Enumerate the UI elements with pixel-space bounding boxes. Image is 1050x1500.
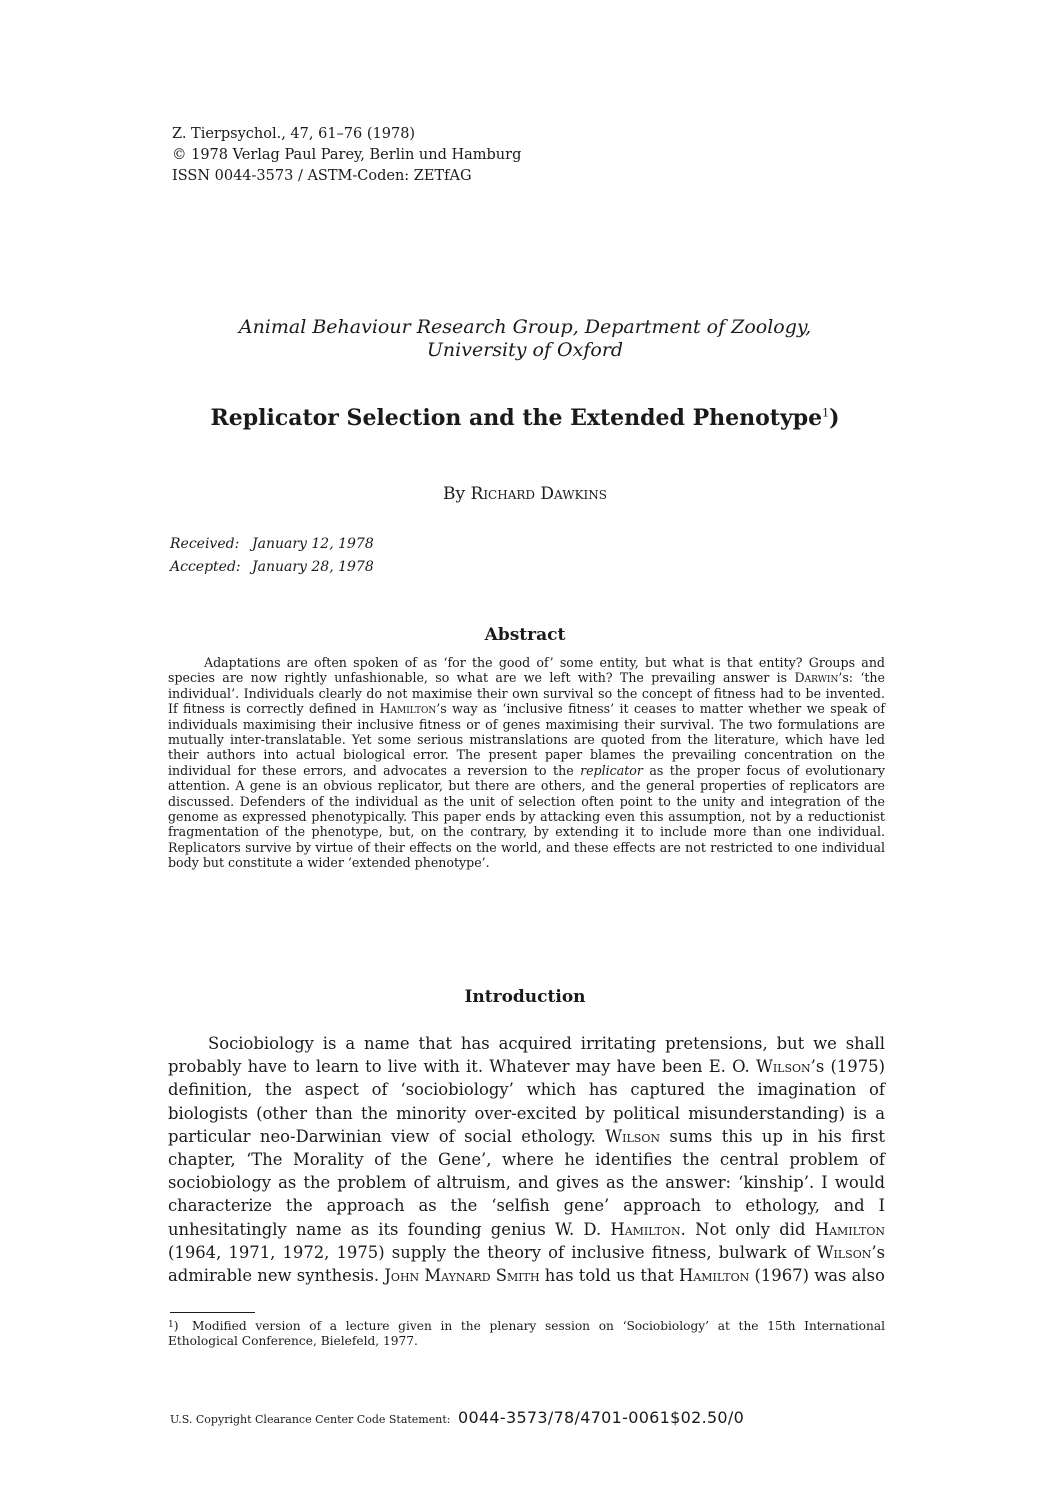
title-paren: )	[829, 405, 840, 431]
intro-name-hamilton-3: Hamilton	[679, 1266, 750, 1286]
received-label: Received:	[170, 536, 240, 552]
intro-text-7: has told us that	[539, 1266, 680, 1286]
affiliation	[0, 316, 1050, 362]
intro-name-wilson-3: Wilson	[816, 1242, 872, 1262]
intro-name-hamilton-2: Hamilton	[814, 1219, 886, 1239]
intro-text-2: ’s (1975) definition, the aspect of ‘sociobiology’ which has captured the imagination of biologists (other than the minority over-excited by political misunderstanding) is a particular neo-Darwinian view of social ethology.	[168, 1057, 885, 1146]
abstract-text-2: ’s: ‘the individual’. Individuals clearly do not maximise their own survival so the concept of fitness had to be invented. If fitness is correctly defined in	[168, 670, 885, 717]
introduction-body	[168, 1032, 885, 1287]
intro-text-6: ’s admirable new synthesis.	[168, 1242, 885, 1286]
affiliation-line-1: Animal Behaviour Research Group, Department of Zoology,	[238, 316, 812, 338]
copyright-code-label: U.S. Copyright Clearance Center Code Statement:	[170, 1413, 451, 1426]
submission-dates	[170, 533, 374, 579]
title-text: Replicator Selection and the Extended Phenotype	[210, 405, 823, 431]
abstract-body	[168, 655, 885, 871]
intro-name-wilson-2: Wilson	[605, 1126, 660, 1146]
accepted-date: January 28, 1978	[252, 559, 374, 575]
intro-text-3: sums this up in his first chapter, ‘The Morality of the Gene’, where he identifies the central problem of sociobiology as the problem of altruism, and gives as the answer: ‘kinship’. I would characterize the approach as the ‘selfish gene’ approach to ethology, and I unhesitatingly name as its founding genius W. D.	[168, 1126, 885, 1239]
intro-name-wilson-1: Wilson	[755, 1057, 811, 1077]
author-name: Richard Dawkins	[470, 484, 607, 504]
accepted-label: Accepted:	[170, 559, 241, 575]
title-footnote-mark: 1	[822, 406, 830, 420]
intro-text-4: . Not only did	[680, 1219, 815, 1239]
byline-prefix: By	[443, 484, 466, 504]
footnote-mark: $^1$)	[168, 1319, 179, 1333]
byline	[0, 484, 1050, 504]
intro-name-hamilton-1: Hamilton	[610, 1219, 681, 1239]
copyright-code: 0044-3573/78/4701-0061$02.50/0	[457, 1408, 745, 1427]
paper-title	[0, 405, 1050, 431]
intro-text-8: (1967) was also	[749, 1266, 885, 1286]
abstract-heading: Abstract	[484, 625, 566, 645]
issn-line: ISSN 0044-3573 / ASTM-Coden: ZETfAG	[172, 168, 472, 184]
accepted-row	[170, 556, 374, 579]
abstract-name-darwin: Darwin	[794, 670, 839, 686]
footnote	[168, 1318, 885, 1349]
intro-text-1: Sociobiology is a name that has acquired irritating pretensions, but we shall probably have to learn to live with it. Whatever may have been E. O.	[168, 1034, 885, 1077]
intro-name-maynard-smith: John Maynard Smith	[384, 1266, 540, 1286]
affiliation-line-2: University of Oxford	[426, 339, 624, 361]
abstract-term-replicator: replicator	[580, 762, 643, 778]
intro-text-5: (1964, 1971, 1972, 1975) supply the theory of inclusive fitness, bulwark of	[168, 1242, 817, 1262]
abstract-text-1: Adaptations are often spoken of as ‘for the good of’ some entity, but what is that entity? Groups and species are now rightly unfashionable, so what are we left with? The prevailing answer is	[168, 655, 885, 686]
received-date: January 12, 1978	[252, 536, 374, 552]
introduction-heading: Introduction	[464, 987, 586, 1007]
journal-header	[172, 124, 521, 187]
received-row	[170, 533, 374, 556]
footnote-divider	[170, 1312, 255, 1313]
publisher-copyright: © 1978 Verlag Paul Parey, Berlin und Hamburg	[172, 147, 522, 163]
footnote-text: Modified version of a lecture given in the plenary session on ‘Sociobiology’ at the 15th International Ethological Conference, Bielefeld, 1977.	[168, 1319, 885, 1348]
abstract-text-4: as the proper focus of evolutionary attention. A gene is an obvious replicator, but there are others, and the general properties of replicators are discussed. Defenders of the individual as the unit of selection often point to the unity and integration of the genome as expressed phenotypically. This paper ends by attacking even this assumption, not by a reductionist fragmentation of the phenotype, but, on the contrary, by extending it to include more than one individual. Replicators survive by virtue of their effects on the world, and these effects are not restricted to one individual body but constitute a wider ‘extended phenotype’.	[168, 762, 885, 871]
journal-citation: Z. Tierpsychol., 47, 61–76 (1978)	[172, 126, 416, 142]
abstract-text-3: ’s way as ‘inclusive fitness’ it ceases to matter whether we speak of individuals maximising their inclusive fitness or of genes maximising their survival. The two formulations are mutually inter-translatable. Yet some serious mistranslations are quoted from the literature, which have led their authors into actual biological error. The present paper blames the prevailing concentration on the individual for these errors, and advocates a reversion to the	[168, 701, 885, 778]
abstract-name-hamilton: Hamilton	[379, 701, 437, 717]
copyright-code-statement	[170, 1408, 744, 1427]
